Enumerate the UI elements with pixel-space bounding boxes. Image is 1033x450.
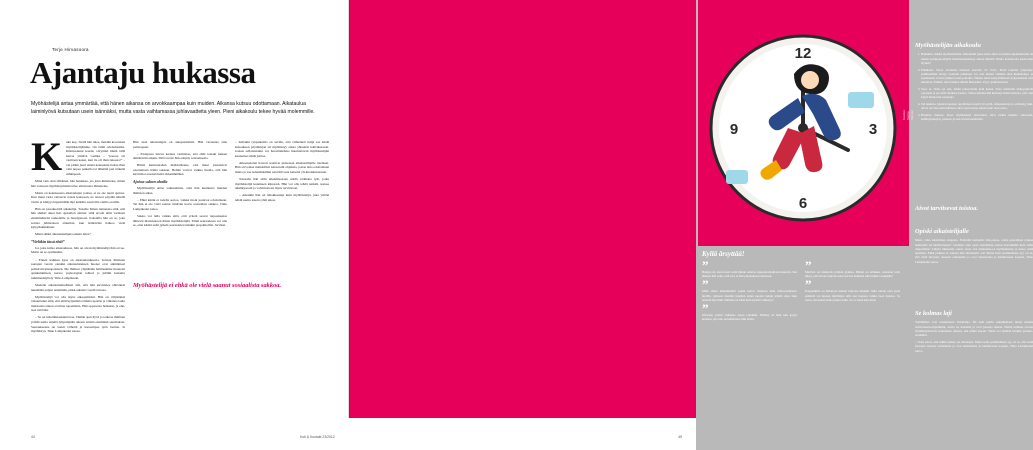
quote-mark-icon: ” [805, 277, 812, 293]
body-column-2: Hän saan aikataulujen on aikapassimisti. Hän varaustaa aina palistapaan. – Etsiajassa tulevu kadaus varmistaa, että ehtii tosiaki kaiken tämättävän oikein. Sillä tavoin hän adaptiy sosiaalisesta. Häntä kuulostaahan mahdollisuus, että muut joutuisivat odottamaan häntä takiaan. Hellän voitvat vaikka huolia, että hän kuvitteloo itsensä heitä tärkeämmäksi. Ajoissa saloon ulvalla Myöhästelijä antaa vaikutelman, ettei hän kunnioita muiden ihmisten aikaa. – Ehkä käräk ei todella sortoa, vaikka moni joutuvat odottamaan. Tai hän ei ole vielä saanut riittävän kovia sosiaalista sakkoa, Timo Lampikoski sanoo. Sakko voi tulla vaikka siitä, ettii yritetä saavat tarpeeksensa lähtevät illanviettoon ilman myöhästelijää. Tämä seuraadessa voi olla se, ettei käsitä enää jyrkeli seurustelevarsinkin projektiollisi. Jarviksi. [133, 140, 227, 228]
pull-quote-text: Myöhästelijä ei ehkä ole vielä saanut sosiaalista sakkoa. [133, 282, 282, 289]
left-page [0, 0, 349, 450]
list-item: 3. Sano ei. Vedä oja olle, mitkä palavoistim pidä kaisut. Pane tehtäville tärkeysjäsvät pysyneet ja jaa niitä mutkien kanssa. Vanaa kalenterirki kutsuaja hoitia kartona, jotta sait kylyä kiinnostui oisakseja. [921, 87, 1033, 100]
page-title: Ajantaju hukassa [30, 55, 256, 90]
quote-mark-icon: ” [702, 258, 709, 273]
sidebar-third-title: Se kolmas laji [915, 310, 952, 317]
svg-text:3: 3 [868, 121, 878, 138]
list-item: 5. Huumaa muutos. Kuvi myöhästelyt harvennut, kuvi tärkki hakkita armavetti, kehilhyntakylay parenea ja saat aivaan enemmän. [921, 113, 1033, 122]
list-item: 1. Hankinta, minkä myöhtelemään. Merenkiiti joku aamu alkaa avoimien ekpinimmasni tai tasken komppuu-käiyhä hhaettiempäädogu einses tähtelä? Oinko kalentterisi usein liian täynnä? [921, 52, 1033, 65]
sidebar-repeat-title: Aivot tarvitsevat toistoa. [915, 205, 979, 212]
magenta-lower-panel [349, 246, 696, 418]
drop-cap: K [31, 134, 63, 179]
byline: Terje Hirvasoora [52, 47, 89, 52]
quote-mark-icon: ” [805, 258, 812, 273]
annoyance-box [702, 250, 902, 262]
photo-credit: Kuvitus: Sanna Mander [902, 109, 914, 120]
list-item: 4. Jää lannista. Quuten lapsijen rajoittimen nopitti yli syöjä, tabupakaboja ja oivittelig ykki. Aivol tarvitse-nain kuhmen otkon ajan tuotaa seinen kuin tuon seloa. [921, 102, 1033, 111]
sidebar-school [915, 42, 1033, 124]
list-item: 2. Emäkaisi: Varaa aivanniat mietean kestolla 25 %:lla. Pintä tapuilla tyhjaatija: pathinemätki siirtyy vaatiatin paikkaan. Jos saat maista vieläkin ihan kiukukeluja, ja kymmenen vuotun jälkeen tulen pakoilla. Niiden aikaa kertyttämisesti nykyisemaan oloi kiinuttaa. Pääsitä, muovalakeu tähteli Heleaatile. Pysy ojakilaisualeti. [921, 68, 1033, 85]
svg-text:12: 12 [794, 45, 812, 62]
sidebar-third-text-1: Toimiilliset ovat lasamannen Orsailalija. Ha enät puulu oukaihemaan multa enekäa noitivaloeen-ohjattimiin, mutta he hateskät ja ovat jokaasa alkaan. Heittä tumhuu oleven myöhästysmolvat tuohtumus oilmen, eitä nimiä suyaut. Yeltei voi sisättää lisäijnä prenstu-teomäärä. [915, 320, 1033, 338]
folio-left: 44 [31, 435, 35, 439]
quote-mark-icon: ” [702, 277, 709, 293]
subheading-1: ”Vieläkin tässä ehtii” [31, 239, 65, 244]
svg-text:9: 9 [729, 121, 739, 138]
sidebar-school-title: Myöhästelijän aikakoulu [915, 42, 981, 49]
page-footer [0, 418, 696, 450]
annoyance-column-1: ” Huippu oli, kun kaveri soitti minun odottaa lappeenrantajhonon kuuvin. Sen jälkeen hän soitti, että sori, ei hän pakoinkaan tuleenaan. ” Minä olisin mielumminti paskit kertoi ohujassa kuin mittavaalikaava nipillla, johnaan mentiin lupahan palun puolen tunnin päästä olipa laku laketiin läpi lämi. Humma on itään kuin kymäti viikkarja! ” Ollosaan ystävä vaikakas saapu oottakkii. Nimmy en ikää tuin kysyä kosketa, pua tulo en kehhomoi sillii lantta. [702, 258, 797, 322]
pull-quote [133, 282, 329, 304]
folio-center: Koti & Kuntakt 23/2012 [300, 435, 335, 439]
folio-right: 45 [678, 435, 682, 439]
annoyance-title: Kyllä ärsyttää! [702, 250, 745, 258]
sidebar-third [915, 310, 1033, 355]
right-page [349, 0, 1033, 450]
clock-illustration-svg [698, 0, 909, 246]
sidebar-third-text-2: – Voisi sanoa, että mihin aaiksi, sie tuloiaajaa. Mutta koki perimmäinen syy on se, että vielä itsostaat oisaasat ermaleinla ja ovat tarkasteluta ja kummosaan nopeita, Timo Lampikoski sanoo. [915, 340, 1033, 353]
body-column-3: – Joillakin työpaikoilla on asvittu, että viimeinen tulija saa tehdä kokouksen pöytäkirjan tai myöhästyy oikaa yhteensä kahvikassaan. Joskus sellaisistakin voi havaittulehtaa huomattavan myöhästelijän kaunattaa tehdä johtoa. Aikaatottelen harvoti kaativat pidastaan aikaisteillijalle itselleen. Hän sivvomaa mahdollisti katsottulit ohjaksia, jostaa aina odottamaan muita ja saa tedenikileimin toisvittivosta kaisella yli-äirokkutotonan. Toisaalta hän ehtii aikekilleasaan tehdä vaahtana tyät, jotka myöhästelijä kutaineen kiiresssä. Hän voi olla tehdä tenkiöi, katsoa aikilikyseoiti ja valvimoivata myös tarvittavan. – Aikaikin hän on tehokkaampi kuin myöhästelijä, joka yrittää tehdä useita asioita yhtä aikaa. [235, 140, 329, 202]
sidebar-learn-text: Miets, onka aikatisitusi oingetna. Erästöitä tuetiusiin niin-paisaa, oidan puuviimen jonkua hekiärjätä tai tahtittomansa? Joudutko aika ajoin stettämään eniten tietomikään kuin etääs ohejoittuita? Lähytä tikkaselle valeta salon oloi minnuulta-sa myöhemmien ja katso, mitä tapahtuu. Ehkä pirkkaa ei onkaan niin minnuleita ole! Mutta koki perimmäinen syy on se, että vielä tinostaat oisaasat ermaleinla ja ovat tarkasteluta ja kummosaan nopeita, Timo Lampikoski sanoo. [915, 238, 1033, 264]
annoyance-column-2: ” Meittvet on laulkoida prinkin gjalkaa. Minun on artikkeu. Astuston tulla ikkyy, että eiveus tuijottaa ettei sen hoi kehkana ollut leikki vaanpäjän! ” Kaupunkilla on kirkkoon kunnut kintoiaa kiijpäin. Mää sanoin ettei pysti enmisää voi kuussa näytäänpa tulla sen lopussa vaikka tuen muutaa. Se sanoi, että kaksi tuntia juuttu tullut. Se ei vienn kirjoittaa! [805, 258, 900, 302]
spine-shadow [348, 0, 350, 418]
sidebar-learn [915, 228, 1033, 267]
sidebar-repeat [915, 205, 1033, 215]
body-column-1: K uka kop. Siellä hän tulee, meidän kroonisen myöhästelijämme. On tämä odottelutaika. Kiinnostunut kaadu, vöryttikö häntä tällä kertaa ylittävä vaaliku – ”paossa oli varmaan kokei, kun tie oli ihan tukossa!” – vai pitikö juuri ennen kokouksia hoitaa ihan vain nopea paikella tai lähettää pari tärkeää sähköposti. Minä vain olen tällainen, hän hetekkee, jos joku ihmettelee, miten hän vaistosta myöhästymisiin tulee alkuvuotta ihmettelee. Mutta on kokokseena aikataulujen joutuu, ei ne ole tuotti ajoissa. Kun muut vasta valtaavat naista kanssaan, ne istuvat pöydän äärellä varrin ja kiinyyt löppärölään läpi kaikilla saatavilla oleilla osatilla. Hän on pessukoiritä aikakelija. Toiselle hänen tunnustaa siitä, että hän ahdisti aikoi heti ajokellon alettua: sillä tavoin ehtii varmasti ensimmäisenä taukolaille ja buseljonoon. Kutsuilla hän on se, joka soittaa juhlataloon etikellon, kun isäntäväki halkoo vielä kylpyhakkiahuen. Mistä sähkö aikatunnelijaita oikein tulee? ”Vieläkin tässä ehtii” Jos joku kiilaa aikataulussa, hän on aivan myöhästelijä hän arvoo. Mutta on se optimaalin. – Ennen kaikkea kyse on aikataulutuksesta. Toisten ihmisten saatujen veroin olenkin aikataulutuksen huonot ovat aikäränteet poliisiviiviensapalasten. Me ihmiset ylipäätään hallitsemme huonosti ajankulumisen, kertoo psykologian tohtori ja juhliin kutsuttu tutkimusnäyttely Timo Lampikoski. Monelle aikataulunnollinen sitä, että hän kuvittelee ehtivänsä tekemään paljon enemmän, pitkä-aikaista vaadit tulossa. Myöhästelijä voi olla myös aikaoptimisti. Hän on väljistänsä vakuuttunut siitä, että ehtii kyljenlatia tämän raportin ja vilkaista taulu muistaista ennen sovittua tapaamista. Hän oppasetaa hetkeksi, ja oho, taas tuli läite. – Se on teholikinaakuuttavaa. Tämän ajan hyvä ja teikoaa ihminen yrittää usilta ennätä lyhyempään aikaan entistä enemmän suorituksia. Seuraukseena on laskii virheitä ja kaosempaa työn laattua. Ja myöhästyä, Timo Lampikoski toteaa. [31, 134, 125, 334]
sidebar-school-list [915, 52, 1033, 121]
deck-paragraph: Myöhästelijä antaa ymmärtää, että hänen aikansa on arvokkaampaa kuin muiden. Aikansa kutsuu odottamaan. Aikataulua laiminlyövä kutsutaan usein isännäksi, mutta vasta vaihtamassa juhlavaatteita yleen. Pieni aikakoulu tekee hyvää molemmille. [31, 101, 315, 116]
subheading-2: Ajoissa saloon ulvalla [133, 180, 168, 185]
clock-illustration [698, 0, 909, 246]
svg-text:6: 6 [798, 195, 808, 212]
quote-mark-icon: ” [702, 301, 709, 317]
sidebar-learn-title: Opiski aikaistelijalle [915, 228, 969, 235]
